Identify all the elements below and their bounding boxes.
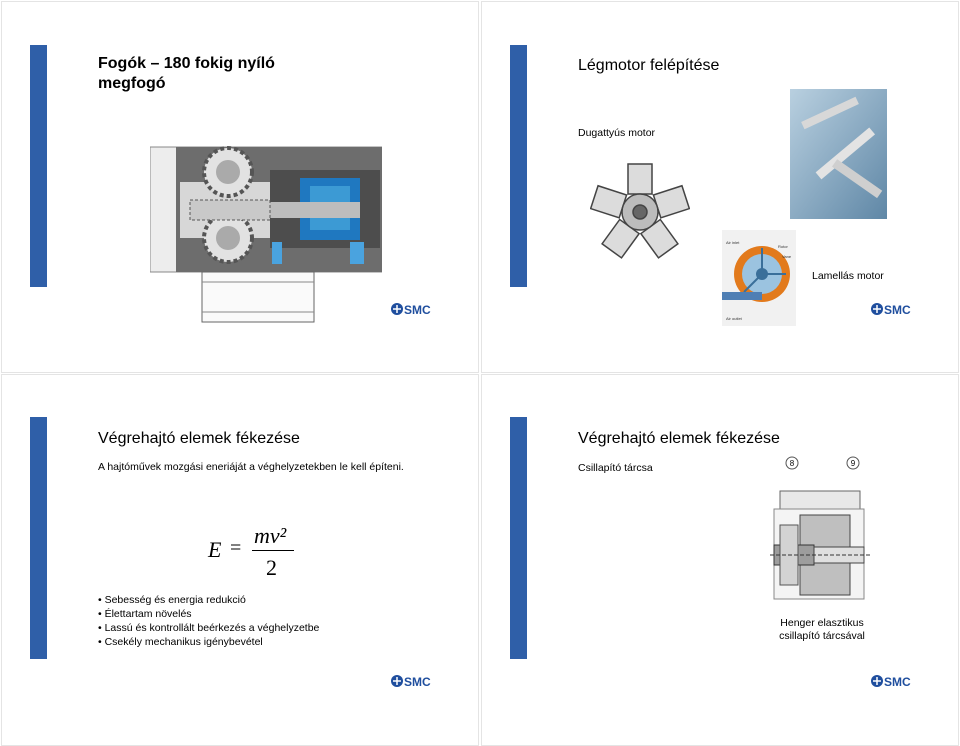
vane-label: Vane <box>782 254 792 259</box>
air-outlet-label: Air outlet <box>726 316 742 321</box>
subtitle: Dugattyús motor <box>578 127 656 139</box>
list-item: • Sebesség és energia redukció <box>98 593 358 607</box>
svg-text:SMC: SMC <box>404 303 431 317</box>
slide-3 <box>1 374 479 746</box>
smc-logo <box>390 301 438 317</box>
marker-9: 9 <box>850 459 856 468</box>
air-inlet-label: Air inlet <box>726 240 740 245</box>
smc-logo <box>870 673 918 689</box>
energy-formula <box>202 523 312 583</box>
list-item: • Csekély mechanikus igénybevétel <box>98 635 358 649</box>
slide-title: Végrehajtó elemek fékezése <box>98 430 300 447</box>
caption <box>772 617 872 643</box>
formula-denominator: 2 <box>266 555 277 580</box>
slide-title: Fogók – 180 fokig nyíló megfogó <box>98 55 275 92</box>
marker-8: 8 <box>789 459 795 468</box>
slide-title: Légmotor felépítése <box>578 57 720 74</box>
formula-equals: = <box>230 537 242 559</box>
accent-bar <box>510 45 527 287</box>
slide-2 <box>481 1 959 373</box>
smc-logo <box>390 673 438 689</box>
gripper-diagram <box>150 142 382 332</box>
caption: Lamellás motor <box>812 270 884 282</box>
body-paragraph: A hajtóművek mozgási eneriáját a véghelyzetekben le kell építeni. <box>98 461 404 473</box>
formula-numerator: mv² <box>254 523 287 548</box>
accent-bar <box>30 417 47 659</box>
caption-line: Henger elasztikus <box>780 617 864 629</box>
caption-line: csillapító tárcsával <box>779 630 865 642</box>
svg-text:SMC: SMC <box>404 675 431 689</box>
list-item: • Lassú és kontrollált beérkezés a véghelyzetbe <box>98 621 358 635</box>
piston-motor-image <box>590 162 690 262</box>
list-item: • Élettartam növelés <box>98 607 358 621</box>
svg-text:SMC: SMC <box>884 303 911 317</box>
svg-text:SMC: SMC <box>884 675 911 689</box>
accent-bar <box>510 417 527 659</box>
cushion-disc-diagram <box>770 455 870 605</box>
tools-photo <box>790 89 887 219</box>
slide-title: Végrehajtó elemek fékezése <box>578 430 780 447</box>
slide-1 <box>1 1 479 373</box>
accent-bar <box>30 45 47 287</box>
rotor-label: Rotor <box>778 244 788 249</box>
subtitle: Csillapító tárcsa <box>578 462 653 474</box>
formula-lhs: E <box>208 537 222 562</box>
smc-logo <box>870 301 918 317</box>
slide-4 <box>481 374 959 746</box>
vane-motor-image <box>722 230 796 326</box>
bullet-list <box>98 593 358 649</box>
fraction-line <box>252 550 294 551</box>
